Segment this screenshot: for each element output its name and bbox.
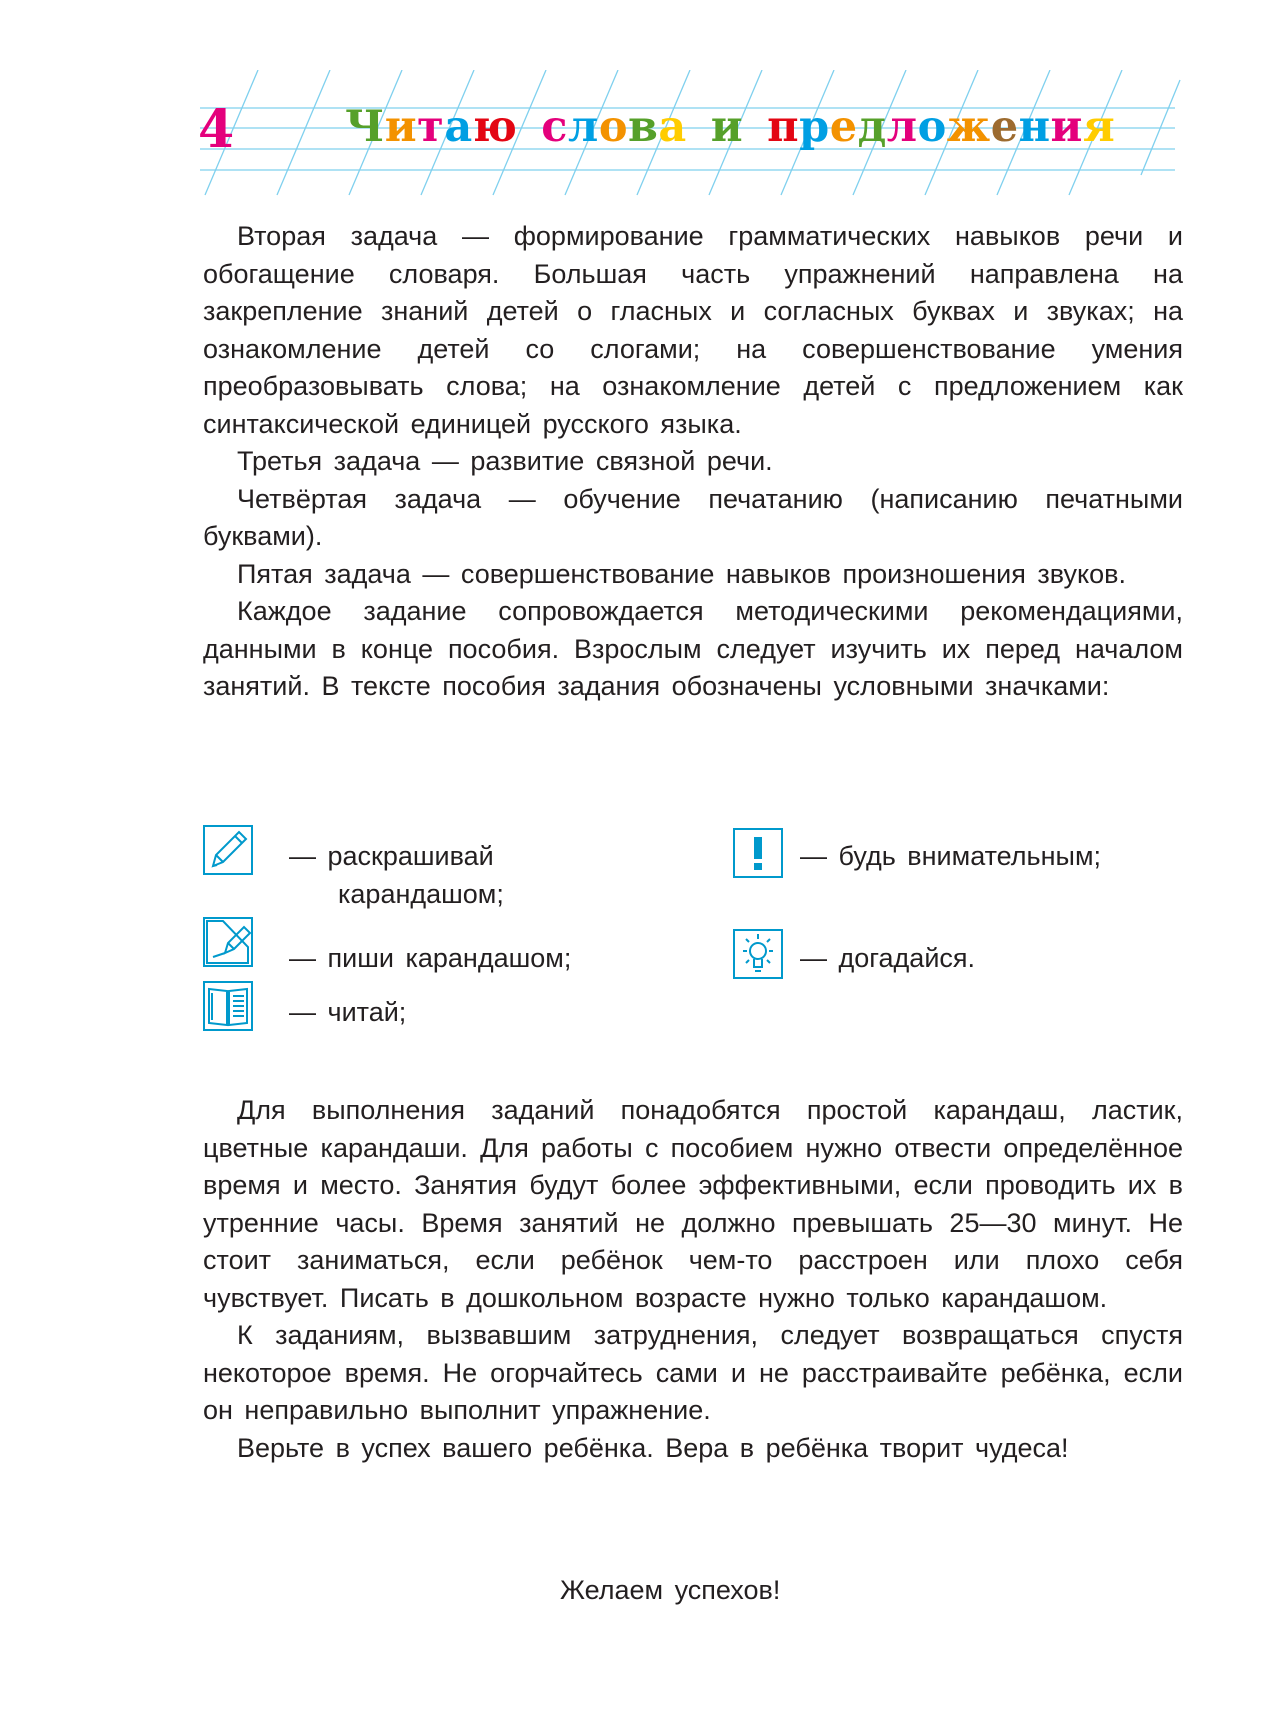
- title-letter: и: [710, 102, 744, 152]
- legend-text-guess: — догадайся.: [800, 943, 976, 973]
- paragraph: Каждое задание сопровождается методическими рекомендациями, данными в конце пособия. Взрослым следует изучить их перед началом занятий. В тексте пособия задания обозначены условными значками:: [203, 596, 1183, 701]
- paragraph: К заданиям, вызвавшим затруднения, следует возвращаться спустя некоторое время. Не огорчайтесь сами и не расстраивайте ребёнка, если он неправильно выполнит упражнение.: [203, 1320, 1183, 1425]
- outro-text: [203, 1092, 1183, 1467]
- title-letter: и: [1050, 102, 1083, 152]
- paragraph: Пятая задача — совершенствование навыков произношения звуков.: [237, 558, 1126, 589]
- title-word: [767, 102, 1116, 152]
- title-letter: в: [628, 102, 659, 152]
- title-letter: о: [598, 102, 628, 152]
- open-book-icon: [203, 981, 253, 1031]
- exclamation-icon: [733, 828, 783, 878]
- title-letter: о: [917, 102, 947, 152]
- legend-text-writing: — пиши карандашом;: [289, 943, 572, 973]
- legend-text-attention: — будь внимательным;: [800, 841, 1102, 871]
- title-letter: н: [1018, 102, 1051, 152]
- title-letter: р: [799, 102, 830, 152]
- closing-wish: Желаем успехов!: [560, 1575, 781, 1605]
- paragraph: Вторая задача — формирование грамматических навыков речи и обогащение словаря. Большая часть упражнений направлена на закрепление знаний детей о гласных и согласных буквах и звуках; на ознакомление детей со слогами; на совершенствование умения преобразовывать слова; на ознакомление детей с предложением как синтаксической единицей русского языка.: [203, 221, 1183, 439]
- icon-legend: [203, 825, 1203, 1045]
- title-letter: Ч: [345, 102, 385, 152]
- lightbulb-icon: [733, 929, 783, 979]
- title-word: [345, 102, 518, 152]
- title-letter: с: [541, 102, 568, 152]
- intro-text: [203, 218, 1183, 706]
- title-word: [710, 102, 744, 152]
- paragraph: Четвёртая задача — обучение печатанию (написанию печатными буквами).: [203, 483, 1183, 551]
- title-letter: ж: [946, 102, 991, 152]
- title-letter: а: [444, 102, 473, 152]
- page-number: 4: [198, 99, 235, 160]
- title-letter: л: [567, 102, 599, 152]
- title-letter: а: [658, 102, 687, 152]
- title-letter: л: [886, 102, 918, 152]
- title-word: [541, 102, 687, 152]
- page-title: [345, 102, 1116, 152]
- title-letter: п: [767, 102, 800, 152]
- legend-text-coloring: — раскрашивай карандашом;: [289, 841, 504, 909]
- legend-text-reading: — читай;: [289, 997, 407, 1027]
- paragraph: Для выполнения заданий понадобятся простой карандаш, ластик, цветные карандаши. Для работы с пособием нужно отвести определённое время и место. Занятия будут более эффективными, если проводить их в утренние часы. Время занятий не должно превышать 25—30 минут. Не стоит заниматься, если ребёнок чем-то расстроен или плохо себя чувствует. Писать в дошкольном возрасте нужно только карандашом.: [203, 1095, 1183, 1313]
- paragraph: Третья задача — развитие связной речи.: [237, 446, 773, 476]
- title-letter: д: [857, 102, 887, 152]
- title-letter: я: [1082, 102, 1116, 152]
- pencil-coloring-icon: [203, 825, 253, 875]
- title-letter: и: [384, 102, 418, 152]
- title-letter: е: [990, 102, 1019, 152]
- paragraph: Верьте в успех вашего ребёнка. Вера в ребёнка творит чудеса!: [237, 1432, 1069, 1463]
- pencil-writing-icon: [203, 917, 253, 967]
- title-letter: ю: [472, 102, 518, 152]
- title-letter: т: [417, 102, 445, 152]
- title-letter: е: [829, 102, 858, 152]
